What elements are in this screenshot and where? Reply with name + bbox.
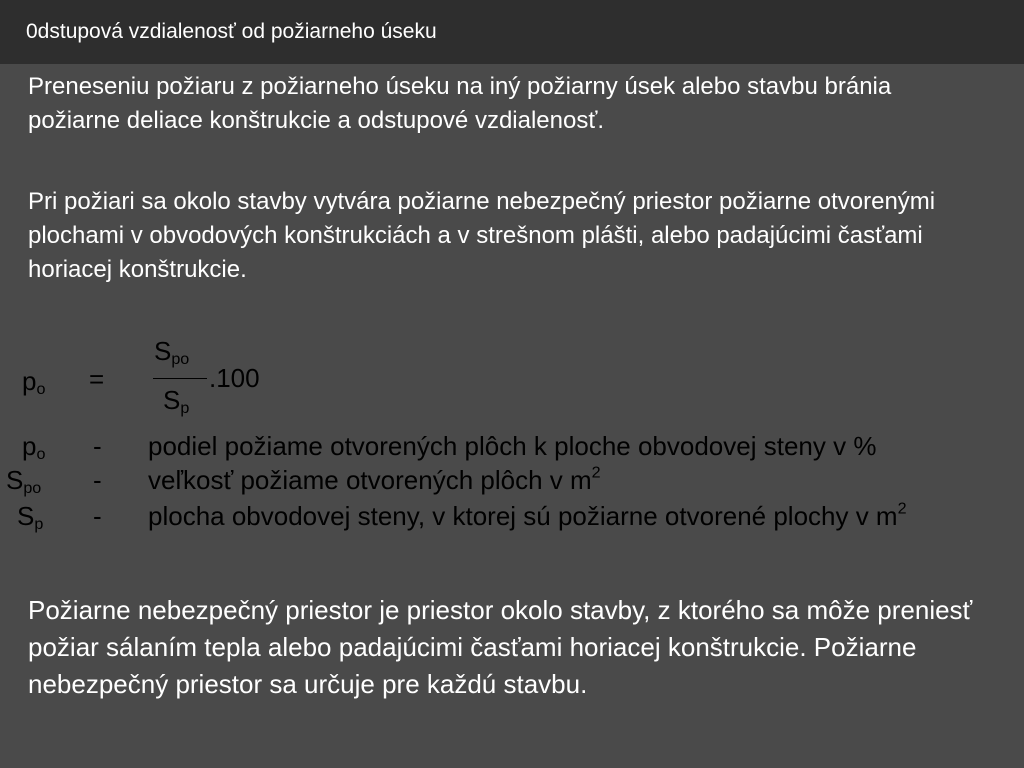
legend-description (148, 431, 876, 462)
legend-symbol-po (22, 431, 45, 462)
formula-num-sub: po (171, 350, 190, 369)
legend-symbol-sp (17, 501, 43, 532)
legend-description-text: podiel požiame otvorených plôch k ploche obvodovej steny v % (148, 431, 877, 461)
legend-description (148, 465, 601, 496)
paragraph-hazard-space: Pri požiari sa okolo stavby vytvára požiarne nebezpečný priestor požiarne otvorenými plochami v obvodových konštrukciách a v strešnom plášti, alebo padajúcimi časťami horiacej konštrukcie. (28, 188, 936, 283)
legend-symbol-sub: o (36, 445, 46, 464)
legend-description-text: veľkosť požiame otvorených plôch v m (148, 465, 592, 495)
legend-unit-exponent: 2 (591, 463, 601, 482)
legend-description (148, 501, 907, 532)
legend-symbol-base: S (6, 465, 24, 495)
formula-denominator (163, 385, 189, 416)
formula-num-base: S (154, 336, 172, 366)
formula-equals: = (89, 364, 105, 394)
formula-lhs-base: p (22, 366, 37, 396)
formula-fraction-bar (153, 378, 207, 379)
formula-den-sub: p (180, 399, 190, 418)
paragraph-intro: Preneseniu požiaru z požiarneho úseku na iný požiarny úsek alebo stavbu bránia požiarne deliace konštrukcie a odstupové vzdialenosť. (28, 73, 892, 134)
legend-dash: - (93, 465, 102, 495)
formula-multiplier: .100 (209, 363, 260, 393)
legend-symbol-spo (6, 465, 41, 496)
slide-title: 0dstupová vzdialenosť od požiarneho úseku (26, 20, 437, 43)
legend-dash: - (93, 431, 102, 461)
slide-title-bar (0, 0, 1024, 64)
legend-description-text: plocha obvodovej steny, v ktorej sú požiarne otvorené plochy v m (148, 501, 898, 531)
legend-unit-exponent: 2 (897, 499, 907, 518)
legend-symbol-base: S (17, 501, 35, 531)
formula-numerator (154, 336, 189, 367)
formula-lhs-sub: o (36, 380, 46, 399)
legend-symbol-base: p (22, 431, 37, 461)
legend-dash: - (93, 501, 102, 531)
legend-symbol-sub: po (23, 479, 42, 498)
formula-lhs (22, 366, 45, 397)
legend-symbol-sub: p (34, 515, 44, 534)
formula-den-base: S (163, 385, 181, 415)
paragraph-definition: Požiarne nebezpečný priestor je priestor okolo stavby, z ktorého sa môže preniesť požiar sálaním tepla alebo padajúcimi časťami horiacej konštrukcie. Požiarne nebezpečný priestor sa určuje pre každú stavbu. (28, 595, 973, 699)
